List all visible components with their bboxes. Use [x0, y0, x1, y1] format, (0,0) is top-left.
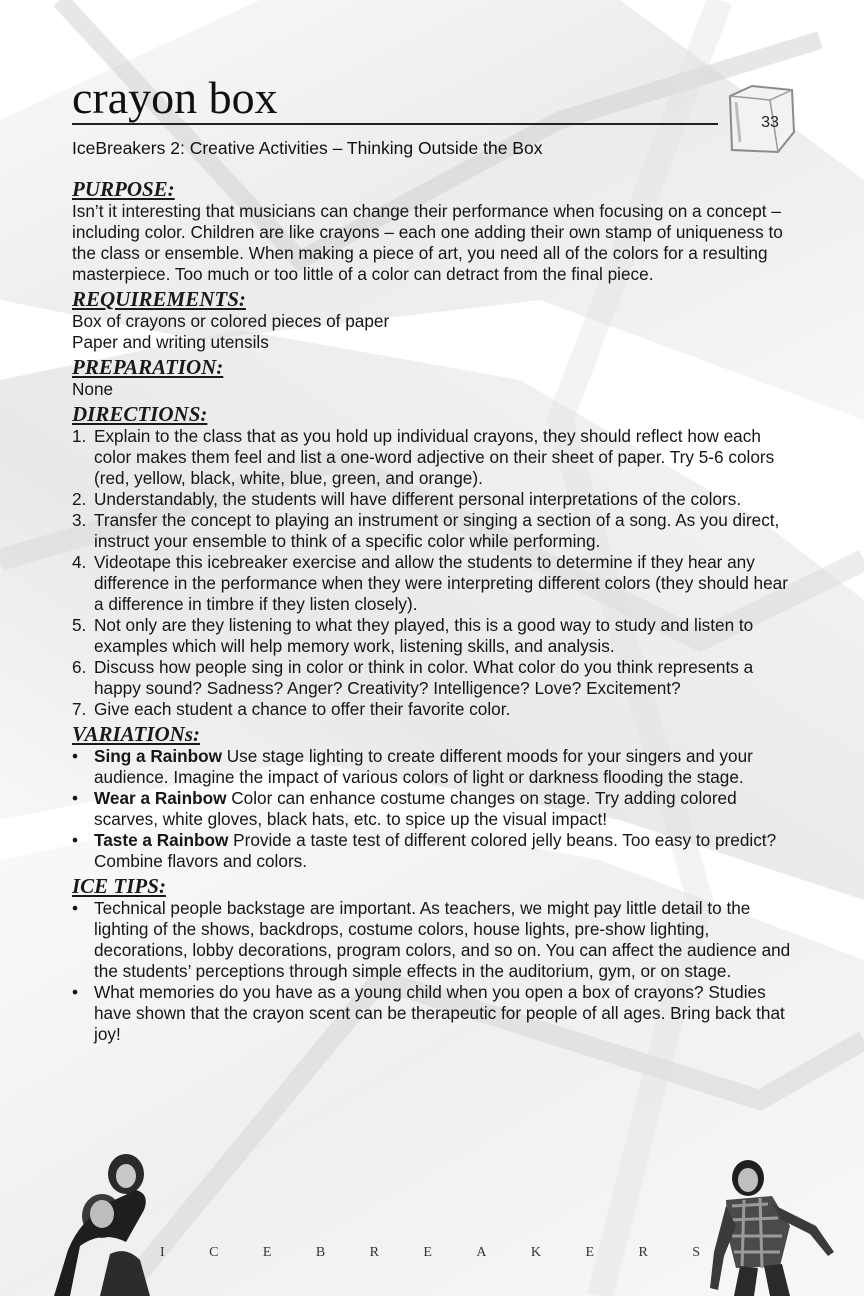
direction-number: 4.: [72, 552, 87, 572]
variation-text: Provide a taste test of different colored jelly beans. Too easy to predict? Combine flavors and colors.: [94, 830, 777, 871]
variation-item: [72, 746, 794, 788]
directions-section: [72, 403, 794, 720]
direction-text: Explain to the class that as you hold up individual crayons, they should reflect how each color makes them feel and list a one-word adjective on their sheet of paper. Try 5-6 colors (red, yellow, black, white, blue, green, and orange).: [94, 426, 775, 488]
requirements-section: [72, 288, 794, 353]
direction-item: [72, 699, 794, 720]
variation-label: Wear a Rainbow: [94, 788, 227, 808]
preparation-section: [72, 356, 794, 400]
direction-text: Not only are they listening to what they played, this is a good way to study and listen to examples which will help memory work, listening skills, and analysis.: [94, 615, 754, 656]
direction-number: 6.: [72, 657, 87, 677]
footer-letter: A: [476, 1245, 487, 1260]
footer-letter: I: [160, 1245, 165, 1260]
preparation-heading: PREPARATION:: [72, 355, 224, 379]
direction-text: Transfer the concept to playing an instrument or singing a section of a song. As you direct, instruct your ensemble to think of a specific color while performing.: [94, 510, 780, 551]
footer-letter: S: [692, 1245, 700, 1260]
footer-letter: K: [530, 1245, 542, 1260]
footer-letter: E: [262, 1245, 272, 1260]
purpose-text: Isn’t it interesting that musicians can change their performance when focusing on a concept – including color. Children are like crayons – each one adding their own stamp of uniqueness to the class or ensemble. When making a piece of art, you need all of the colors for a resulting masterpiece. Too much or too little of a color can detract from the final piece.: [72, 201, 783, 284]
variation-text: Color can enhance costume changes on stage. Try adding colored scarves, white gloves, black hats, etc. to spice up the visual impact!: [94, 788, 737, 829]
direction-number: 1.: [72, 426, 87, 446]
page-number: 33: [761, 114, 779, 131]
bullet-dot: •: [72, 830, 79, 850]
direction-text: Discuss how people sing in color or think in color. What color do you think represents a happy sound? Sadness? Anger? Creativity? Intelligence? Love? Excitement?: [94, 657, 754, 698]
footer-icebreakers-wordmark: [160, 1245, 700, 1261]
activity-body: [72, 178, 794, 1048]
variation-text: Use stage lighting to create different moods for your singers and your audience. Imagine the impact of various colors of light or darkness flooding the stage.: [94, 746, 753, 787]
page-subtitle: IceBreakers 2: Creative Activities – Thinking Outside the Box: [72, 138, 543, 158]
direction-item: [72, 657, 794, 699]
students-photo-left: [40, 1150, 170, 1296]
directions-list: [72, 426, 794, 720]
variations-list: [72, 746, 794, 872]
direction-text: Understandably, the students will have different personal interpretations of the colors.: [94, 489, 742, 509]
direction-number: 2.: [72, 489, 87, 509]
bullet-dot: •: [72, 788, 79, 808]
ice-tip-text: Technical people backstage are important. As teachers, we might pay little detail to the lighting of the shows, backdrops, costume colors, house lights, pre-show lighting, decorations, lobby decorations, program colors, and so on. You can affect the audience and the students’ perceptions through simple effects in the auditorium, gym, or on stage.: [94, 898, 791, 981]
footer-letter: B: [315, 1245, 326, 1260]
variation-item: [72, 830, 794, 872]
ice-tip-item: [72, 898, 794, 982]
bullet-dot: •: [72, 898, 79, 918]
ice-tips-section: [72, 875, 794, 1045]
requirements-heading: REQUIREMENTS:: [72, 287, 246, 311]
variations-heading: VARIATIONs:: [72, 722, 200, 746]
footer-letter: R: [369, 1245, 379, 1260]
purpose-section: [72, 178, 794, 285]
bullet-dot: •: [72, 982, 79, 1002]
direction-text: Videotape this icebreaker exercise and allow the students to determine if they hear any difference in the performance when they were interpreting different colors (they should hear a difference in timbre if they listen closely).: [94, 552, 788, 614]
direction-number: 3.: [72, 510, 87, 530]
direction-number: 5.: [72, 615, 87, 635]
ice-tip-item: [72, 982, 794, 1045]
variations-section: [72, 723, 794, 872]
bullet-dot: •: [72, 746, 79, 766]
direction-number: 7.: [72, 699, 87, 719]
direction-text: Give each student a chance to offer their favorite color.: [94, 699, 511, 719]
directions-heading: DIRECTIONS:: [72, 402, 208, 426]
footer-letter: C: [209, 1245, 219, 1260]
direction-item: [72, 552, 794, 615]
direction-item: [72, 510, 794, 552]
title-divider: [72, 123, 718, 125]
footer-letter: R: [638, 1245, 648, 1260]
preparation-text: None: [72, 379, 114, 399]
ice-tips-list: [72, 898, 794, 1045]
variation-label: Taste a Rainbow: [94, 830, 229, 850]
footer-letter: E: [423, 1245, 432, 1260]
direction-item: [72, 615, 794, 657]
requirement-item: Paper and writing utensils: [72, 332, 269, 352]
student-jumping-photo-right: [706, 1156, 846, 1296]
footer-letter: E: [585, 1245, 595, 1260]
page-title: crayon box: [72, 72, 278, 123]
direction-item: [72, 489, 794, 510]
ice-tip-text: What memories do you have as a young child when you open a box of crayons? Studies have shown that the crayon scent can be therapeutic for people of all ages. Bring back that joy!: [94, 982, 785, 1044]
variation-label: Sing a Rainbow: [94, 746, 222, 766]
variation-item: [72, 788, 794, 830]
direction-item: [72, 426, 794, 489]
purpose-heading: PURPOSE:: [72, 177, 175, 201]
ice-tips-heading: ICE TIPS:: [72, 874, 166, 898]
requirement-item: Box of crayons or colored pieces of paper: [72, 311, 390, 331]
